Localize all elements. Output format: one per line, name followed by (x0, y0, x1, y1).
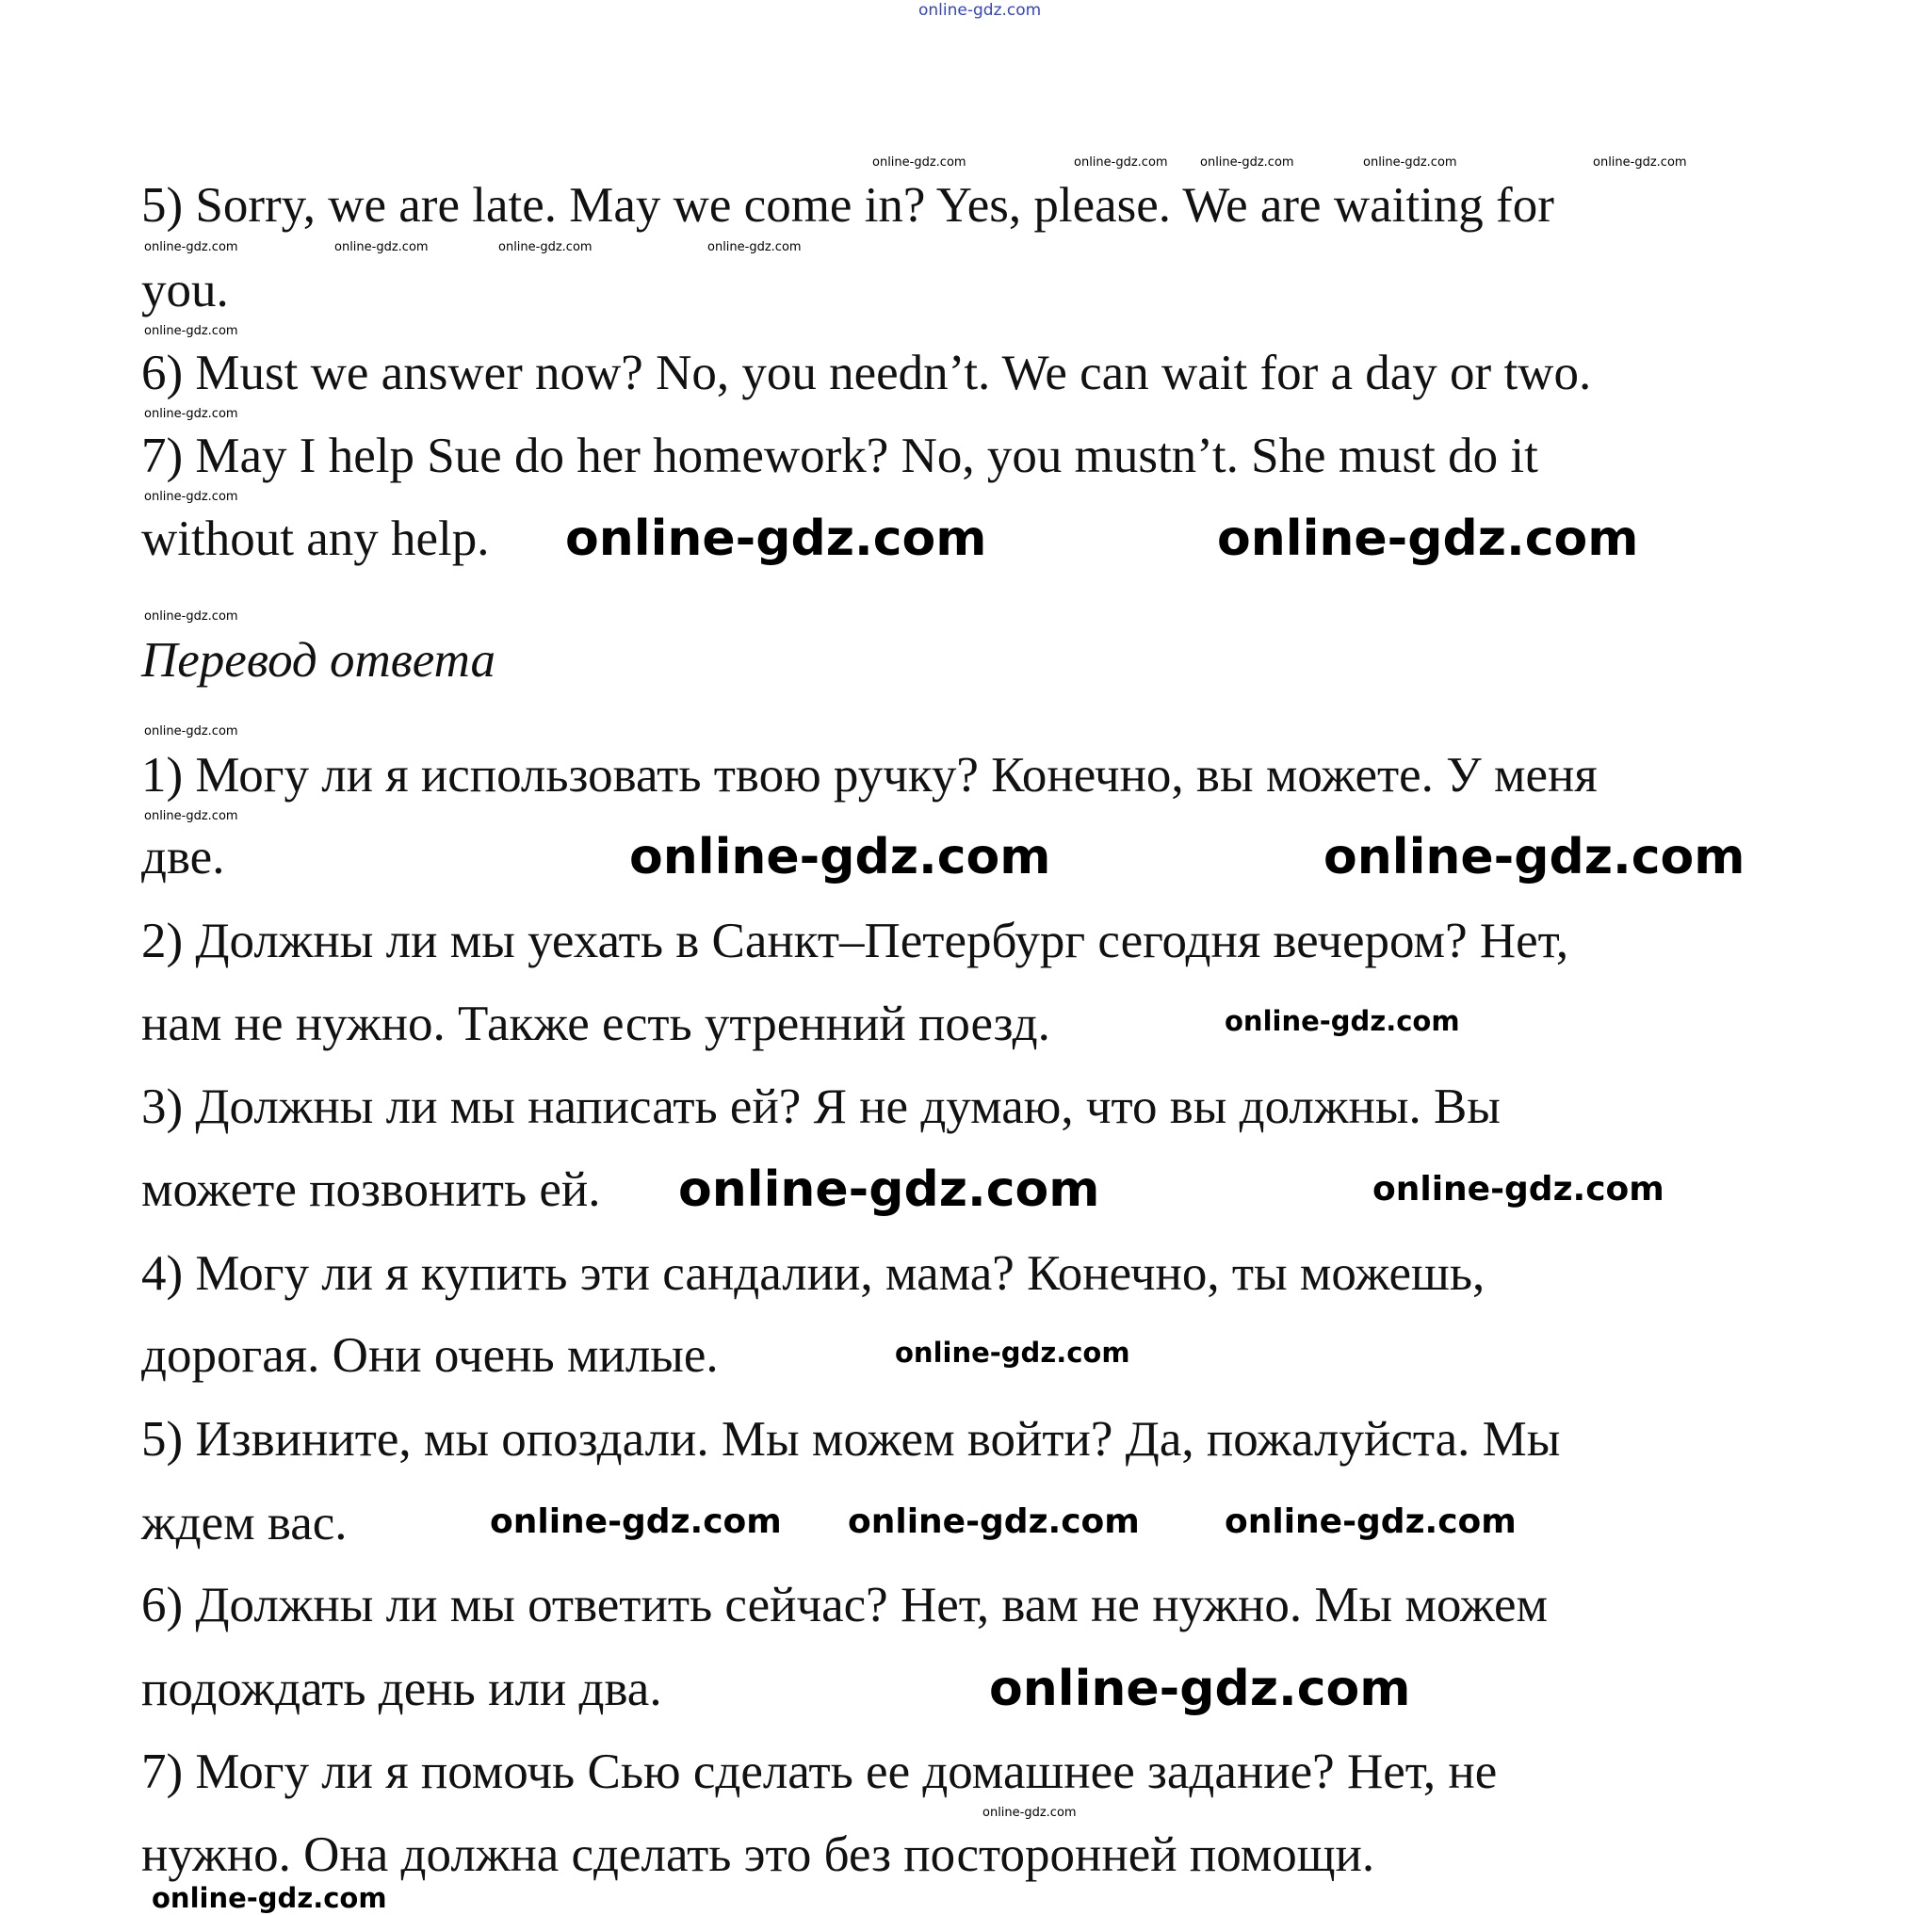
watermark: online-gdz.com (152, 1882, 387, 1914)
text-line: 3) Должны ли мы написать ей? Я не думаю, что вы должны. Вы (141, 1079, 1501, 1134)
watermark: online-gdz.com (989, 1661, 1411, 1717)
text-line: нам не нужно. Также есть утренний поезд. (141, 997, 1050, 1051)
text-line: дорогая. Они очень милые. (141, 1328, 719, 1383)
watermark: online-gdz.com (1200, 155, 1294, 170)
text-line: 6) Must we answer now? No, you needn’t. We can wait for a day or two. (141, 346, 1592, 400)
watermark: online-gdz.com (1593, 155, 1687, 170)
text-line: можете позвонить ей. (141, 1162, 601, 1217)
watermark: online-gdz.com (334, 240, 429, 254)
watermark: online-gdz.com (629, 829, 1051, 885)
watermark: online-gdz.com (144, 724, 238, 738)
watermark: online-gdz.com (1323, 829, 1745, 885)
text-line: 5) Извините, мы опоздали. Мы можем войти? Да, пожалуйста. Мы (141, 1412, 1561, 1467)
watermark: online-gdz.com (707, 240, 802, 254)
text-line: две. (141, 830, 225, 884)
text-line: 7) May I help Sue do her homework? No, you mustn’t. She must do it (141, 429, 1538, 483)
section-heading: Перевод ответа (141, 633, 496, 688)
watermark: online-gdz.com (144, 324, 238, 338)
text-line: without any help. (141, 511, 490, 566)
watermark: online-gdz.com (144, 609, 238, 624)
watermark: online-gdz.com (678, 1161, 1100, 1218)
text-line: 4) Могу ли я купить эти сандалии, мама? Конечно, ты можешь, (141, 1246, 1486, 1301)
text-line: подождать день или два. (141, 1662, 662, 1716)
watermark: online-gdz.com (872, 155, 966, 170)
text-line: 7) Могу ли я помочь Сью сделать ее домашнее задание? Нет, не (141, 1745, 1498, 1799)
watermark: online-gdz.com (1225, 1502, 1517, 1541)
watermark: online-gdz.com (1372, 1170, 1664, 1209)
text-line: 6) Должны ли мы ответить сейчас? Нет, вам не нужно. Мы можем (141, 1578, 1549, 1632)
watermark: online-gdz.com (565, 511, 987, 567)
text-line: ждем вас. (141, 1496, 348, 1550)
watermark: online-gdz.com (144, 407, 238, 421)
watermark: online-gdz.com (848, 1502, 1140, 1541)
text-line: нужно. Она должна сделать это без посторонней помощи. (141, 1827, 1375, 1882)
watermark: online-gdz.com (490, 1502, 782, 1541)
watermark: online-gdz.com (1225, 1005, 1460, 1037)
text-line: you. (141, 263, 229, 317)
watermark: online-gdz.com (498, 240, 593, 254)
text-line: 2) Должны ли мы уехать в Санкт–Петербург сегодня вечером? Нет, (141, 914, 1569, 968)
watermark: online-gdz.com (982, 1806, 1077, 1820)
watermark: online-gdz.com (144, 240, 238, 254)
watermark: online-gdz.com (144, 809, 238, 823)
watermark: online-gdz.com (1074, 155, 1168, 170)
watermark: online-gdz.com (144, 490, 238, 504)
watermark: online-gdz.com (1363, 155, 1457, 170)
watermark: online-gdz.com (918, 1, 1042, 20)
text-line: 5) Sorry, we are late. May we come in? Yes, please. We are waiting for (141, 178, 1554, 233)
watermark: online-gdz.com (1217, 511, 1639, 567)
watermark: online-gdz.com (895, 1337, 1130, 1369)
text-line: 1) Могу ли я использовать твою ручку? Конечно, вы можете. У меня (141, 748, 1598, 803)
